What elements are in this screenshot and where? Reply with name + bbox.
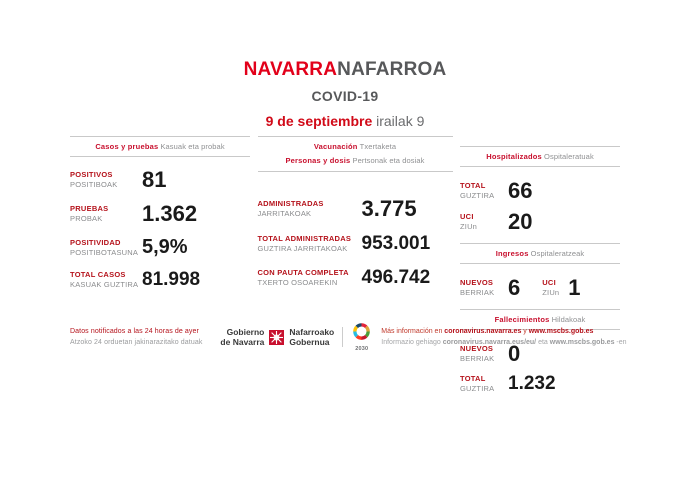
- date-basque: irailak 9: [376, 113, 425, 129]
- stat-admissions-uci: [542, 277, 580, 299]
- subsection-title-vaccination-eu: Pertsonak eta dosiak: [352, 156, 425, 165]
- stat-value: 0: [508, 341, 521, 366]
- stat-pruebas: [70, 203, 250, 225]
- section-header-cases: [70, 136, 250, 157]
- stat-label-group: [460, 212, 508, 232]
- stat-label-group: [258, 199, 362, 219]
- info-es-conjunction: y: [521, 328, 529, 335]
- stat-value: 6: [508, 275, 521, 300]
- column-hospital: [460, 136, 620, 394]
- footer-note-eu: Atzoko 24 orduetan jakinarazitako datuak: [70, 339, 203, 346]
- stat-label-eu: POSITIBOAK: [70, 180, 118, 189]
- subsection-title-vaccination-es: Personas y dosis: [285, 156, 351, 165]
- footer: [0, 322, 690, 352]
- stat-label-eu: PROBAK: [70, 214, 103, 223]
- stat-pauta-completa: [258, 268, 453, 288]
- stat-label-group: [258, 268, 362, 288]
- stat-value: 953.001: [361, 233, 431, 254]
- section-title-vaccination-es: Vacunación: [313, 142, 358, 151]
- report-date: [0, 113, 690, 129]
- section-title-cases-es: Casos y pruebas: [95, 142, 159, 151]
- stat-value: 1.232: [508, 373, 556, 394]
- stat-label-group: [542, 278, 568, 298]
- stat-value: 1: [568, 275, 581, 300]
- stat-label-group: [460, 374, 508, 394]
- section-title-hospitalized-es: Hospitalizados: [486, 152, 542, 161]
- title-navarra: NAVARRA: [243, 59, 338, 80]
- stat-label-eu: KASUAK GUZTIRA: [70, 280, 139, 289]
- section-title-hospitalized-eu: Ospitaleratuak: [544, 152, 594, 161]
- column-cases: [70, 136, 250, 394]
- vaccination-stats: [258, 198, 453, 288]
- stat-hospital-uci: [460, 211, 620, 233]
- sdg-caption: 2030: [355, 346, 369, 352]
- section-title-cases-eu: Kasuak eta probak: [160, 142, 225, 151]
- info-es-url1[interactable]: coronavirus.navarra.es: [444, 328, 522, 335]
- stat-label-es: POSITIVIDAD: [70, 237, 121, 247]
- stat-label-eu: GUZTIRA JARRITAKOAK: [257, 244, 348, 253]
- section-title-admissions-es: Ingresos: [495, 249, 529, 258]
- navarre-coat-of-arms-icon: [268, 329, 285, 346]
- gov-logo-eu-line1: Nafarroako: [289, 327, 335, 337]
- stat-value: 20: [508, 209, 533, 234]
- stat-label-es: POSITIVOS: [70, 170, 113, 179]
- stat-label-es: TOTAL ADMINISTRADAS: [257, 234, 352, 243]
- info-eu-url1[interactable]: coronavirus.navarra.eus/eu/: [442, 339, 537, 346]
- title-nafarroa: NAFARROA: [337, 59, 447, 80]
- footer-info-eu: [381, 337, 626, 348]
- gov-logo-es-line2: de Navarra: [220, 337, 265, 347]
- info-es-prefix: Más información en: [381, 328, 445, 335]
- info-eu-conjunction: eta: [536, 339, 550, 346]
- stat-positividad: [70, 237, 250, 258]
- section-header-hospitalized: [460, 146, 620, 167]
- stat-label-es: UCI: [542, 278, 556, 287]
- section-header-admissions: [460, 243, 620, 264]
- header: [0, 0, 690, 129]
- stat-value: 5,9%: [142, 236, 188, 258]
- stat-positivos: [70, 169, 250, 191]
- stat-label-es: PRUEBAS: [70, 204, 109, 213]
- stat-label-es: CON PAUTA COMPLETA: [257, 268, 349, 277]
- stat-total-casos: [70, 270, 250, 290]
- stat-label-es: TOTAL: [460, 374, 486, 383]
- footer-note-es: Datos notificados a las 24 horas de ayer: [70, 328, 199, 335]
- stat-administradas: [258, 198, 453, 220]
- stat-label-eu: GUZTIRA: [460, 384, 495, 393]
- stat-value: 1.362: [142, 201, 198, 226]
- footer-data-note: [70, 326, 202, 348]
- government-of-navarre-logo: [220, 327, 343, 347]
- section-title-admissions-eu: Ospitaleratzeak: [530, 249, 585, 258]
- stat-value: 81: [142, 167, 167, 192]
- stat-label-eu: TXERTO OSOAREKIN: [257, 278, 338, 287]
- stat-label-eu: GUZTIRA: [460, 191, 495, 200]
- stat-label-es: ADMINISTRADAS: [257, 199, 324, 208]
- info-eu-prefix: Informazio gehiago: [381, 339, 443, 346]
- section-title-deaths-es: Fallecimientos: [494, 315, 550, 324]
- section-header-vaccination: [258, 136, 453, 172]
- gov-logo-es-line1: Gobierno: [226, 327, 265, 337]
- stat-label-es: NUEVOS: [460, 278, 494, 287]
- stat-label-es: TOTAL: [460, 181, 486, 190]
- sdg-wheel-icon: [352, 322, 371, 346]
- date-spanish: 9 de septiembre: [265, 113, 373, 129]
- stat-label-eu: JARRITAKOAK: [257, 209, 312, 218]
- stat-label-group: [460, 181, 508, 201]
- stat-total-administradas: [258, 234, 453, 254]
- stat-label-es: UCI: [460, 212, 474, 221]
- stat-hospital-total: [460, 180, 620, 202]
- stat-value: 66: [508, 178, 533, 203]
- stat-value: 3.775: [361, 196, 417, 221]
- subtitle-covid19: COVID-19: [311, 88, 379, 104]
- page-title: [0, 60, 690, 80]
- stat-label-group: [460, 278, 508, 298]
- stat-label-group: [70, 204, 142, 224]
- stat-admissions-new: [460, 277, 620, 299]
- gov-logo-eu-line2: Gobernua: [289, 337, 330, 347]
- footer-info-es: [381, 326, 626, 337]
- stat-label-group: [70, 170, 142, 190]
- stat-label-eu: ZIUn: [542, 288, 560, 297]
- stat-deaths-total: [460, 374, 620, 394]
- info-eu-url2[interactable]: www.mscbs.gob.es: [549, 339, 615, 346]
- footer-info-links: [381, 326, 626, 348]
- column-vaccination: [258, 136, 453, 394]
- stat-label-eu: POSITIBOTASUNA: [70, 247, 139, 257]
- stat-label-group: [258, 234, 362, 254]
- info-es-url2[interactable]: www.mscbs.gob.es: [528, 328, 594, 335]
- stat-value: 496.742: [361, 267, 431, 288]
- section-title-deaths-eu: Hildakoak: [551, 315, 586, 324]
- stat-label-es: TOTAL CASOS: [70, 270, 126, 279]
- gov-logo-text-eu: [289, 327, 334, 347]
- gov-logo-text-es: [220, 327, 264, 347]
- sdg-2030-logo: [352, 322, 371, 352]
- stat-value: 81.998: [142, 269, 201, 290]
- stat-label-es: NUEVOS: [460, 344, 494, 353]
- stat-label-eu: BERRIAK: [460, 288, 495, 297]
- stats-columns: [0, 136, 690, 394]
- info-eu-suffix: -en: [614, 339, 627, 346]
- stat-label-group: [70, 270, 142, 290]
- stat-label-eu: BERRIAK: [460, 354, 495, 363]
- section-title-vaccination-eu: Txertaketa: [359, 142, 397, 151]
- stat-label-eu: ZIUn: [460, 222, 478, 231]
- stat-label-group: [70, 238, 142, 258]
